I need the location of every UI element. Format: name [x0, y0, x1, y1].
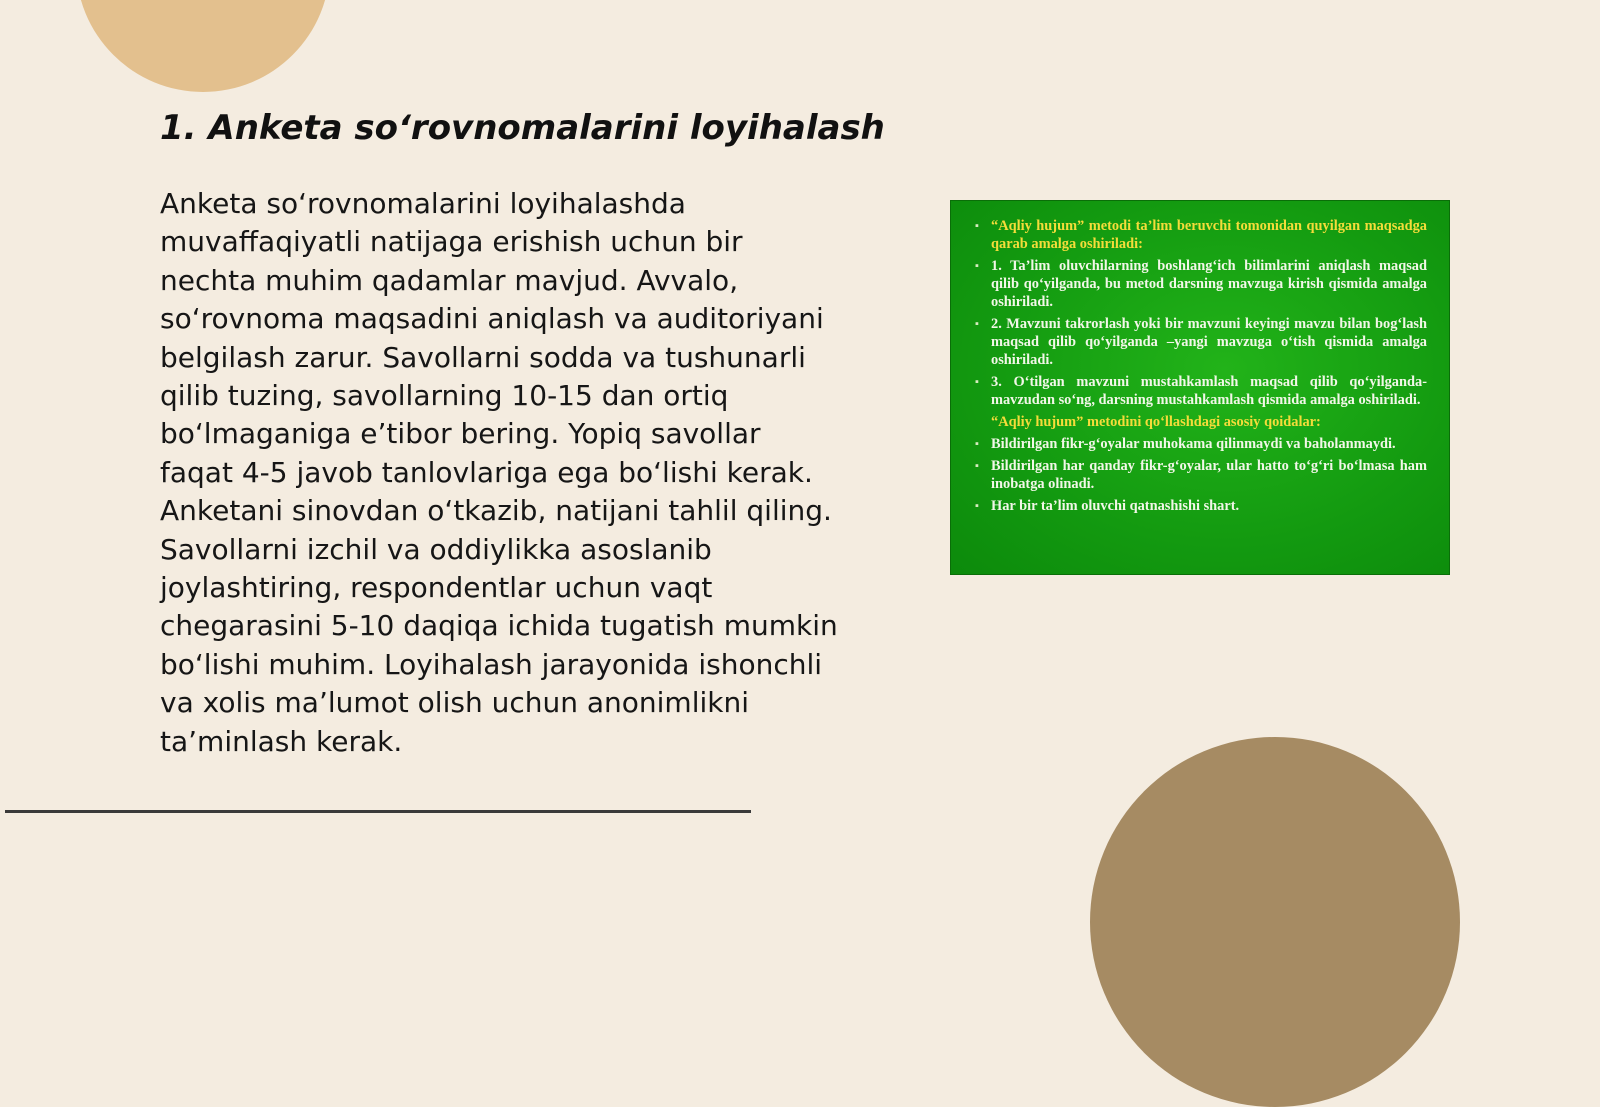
decorative-circle-bottom — [1090, 737, 1460, 1107]
panel-intro: ▪ “Aqliy hujum” metodi ta’lim beruvchi tomonidan quyilgan maqsadga qarab amalga oshiriladi: — [971, 217, 1427, 253]
panel-item-2: ▪ 2. Mavzuni takrorlash yoki bir mavzuni keyingi mavzu bilan bog‘lash maqsad qilib qo‘yilganda –yangi mavzuga o‘tish qismida amalga oshiriladi. — [971, 315, 1427, 369]
panel-item-3: ▪ 3. O‘tilgan mavzuni mustahkamlash maqsad qilib qo‘yilganda-mavzudan so‘ng, darsning mustahkamlash qismida amalga oshiriladi. — [971, 373, 1427, 409]
panel-item-1: ▪ 1. Ta’lim oluvchilarning boshlang‘ich bilimlarini aniqlash maqsad qilib qo‘yilganda, bu metod darsning mavzuga kirish qismida amalga oshiriladi. — [971, 257, 1427, 311]
horizontal-divider — [5, 810, 751, 813]
slide-title: 1. Anketa so‘rovnomalarini loyihalash — [160, 108, 885, 148]
slide-body-text: Anketa so‘rovnomalarini loyihalashda muvaffaqiyatli natijaga erishish uchun bir nechta muhim qadamlar mavjud. Avvalo, so‘rovnoma maqsadini aniqlash va auditoriyani belgilash zarur. Savollarni sodda va tushunarli qilib tuzing, savollarning 10-15 dan ortiq bo‘lmaganiga e’tibor bering. Yopiq savollar faqat 4-5 javob tanlovlariga ega bo‘lishi kerak. Anketani sinovdan o‘tkazib, natijani tahlil qiling. Savollarni izchil va oddiylikka asoslanib joylashtiring, respondentlar uchun vaqt chegarasini 5-10 daqiqa ichida tugatish mumkin bo‘lishi muhim. Loyihalash jarayonida ishonchli va xolis ma’lumot olish uchun anonimlikni ta’minlash kerak. — [160, 187, 838, 758]
panel-rules-heading: “Aqliy hujum” metodini qo‘llashdagi asosiy qoidalar: — [991, 414, 1321, 430]
decorative-circle-top — [76, 0, 330, 92]
panel-rule-1: ▪ Bildirilgan fikr-g‘oyalar muhokama qilinmaydi va baholanmaydi. — [971, 435, 1427, 453]
aqliy-hujum-image-panel — [950, 200, 1450, 575]
panel-rule-3: ▪ Har bir ta’lim oluvchi qatnashishi shart. — [971, 497, 1427, 515]
panel-rule-2: ▪ Bildirilgan har qanday fikr-g‘oyalar, ular hatto to‘g‘ri bo‘lmasa ham inobatga olinadi. — [971, 457, 1427, 493]
